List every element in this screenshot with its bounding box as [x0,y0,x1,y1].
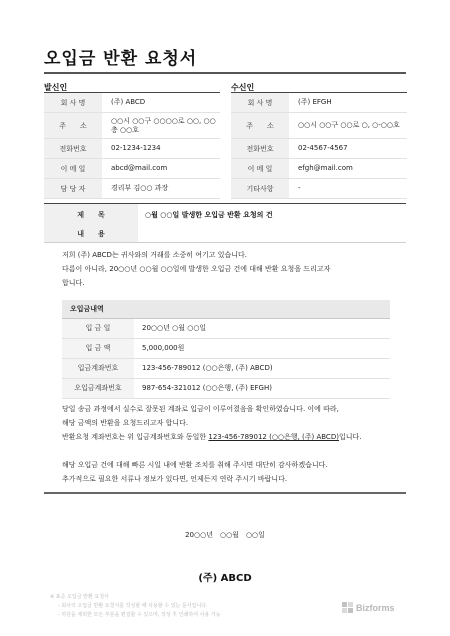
intro-line-3: 합니다. [62,279,85,287]
receiver-etc-label: 기타사항 [231,179,289,199]
deposit-date-value: 20○○년 ○월 ○○일 [134,318,390,338]
misdeposit-table [62,300,390,399]
bizforms-logo-text: Bizforms [356,602,395,613]
receiver-table [231,92,407,199]
misdeposit-header: 오입금내역 [62,300,390,318]
sender-table [44,92,220,199]
footnote-line-2: - 회사의 오입금 반환 요청서를 작성할 때 사용할 수 있는 문서입니다. [58,603,208,609]
sender-company-value: (주) ABCD [102,93,220,113]
body-paragraph [62,402,402,444]
receiver-address-label: 주 소 [231,113,289,139]
receiver-address-value: ○○시 ○○구 ○○로 ○, ○-○○호 [289,113,407,139]
receiver-email-label: 이 메 일 [231,159,289,179]
receiver-etc-value: - [289,179,407,199]
sender-company-label: 회 사 명 [44,93,102,113]
receiver-company-value: (주) EFGH [289,93,407,113]
bizforms-logo-icon [342,602,353,613]
sender-phone-label: 전화번호 [44,139,102,159]
receiver-company-label: 회 사 명 [231,93,289,113]
body-line-4: 해당 오입금 건에 대해 빠른 시일 내에 반환 조치를 취해 주시면 대단히 감사하겠습니다. [62,461,328,469]
sender-manager-label: 담 당 자 [44,179,102,199]
subject-header-cell [44,204,138,242]
deposit-amount-label: 입 금 액 [62,338,134,358]
issue-date: 20○○년 ○○월 ○○일 [185,531,265,539]
body-line-3 [62,430,402,444]
intro-line-2: 다름이 아니라, 20○○년 ○○월 ○○일에 발생한 오입금 건에 대해 반환 요청을 드리고자 [62,265,331,273]
body-line-1: 당일 송금 과정에서 실수로 잘못된 계좌로 입금이 이루어졌음을 확인하였습니다. 이에 따라, [62,405,339,413]
closing-paragraph [62,458,402,486]
deposit-account-value: 123-456-789012 (○○은행, (주) ABCD) [134,358,390,378]
deposit-date-label: 입 금 일 [62,318,134,338]
page-title: 오입금 반환 요청서 [44,49,198,69]
intro-line-1: 저희 (주) ABCD는 귀사와의 거래를 소중히 여기고 있습니다. [62,251,248,259]
intro-paragraph [62,248,402,290]
deposit-account-label: 입금계좌번호 [62,358,134,378]
refund-account: 123-456-789012 (○○은행, (주) ABCD) [208,433,339,441]
body-line-2: 해당 금액의 반환을 요청드리고자 합니다. [62,419,189,427]
subject-label: 제 목 [77,211,105,219]
mis-account-label: 오입금계좌번호 [62,378,134,398]
body-line-3-pre: 반환요청 계좌번호는 위 입금계좌번호와 동일한 [62,433,209,441]
sender-email-label: 이 메 일 [44,159,102,179]
bizforms-logo [342,602,395,613]
sender-label: 발신인 [44,83,68,92]
subject-text: ○월 ○○일 발생한 오입금 반환 요청의 건 [145,211,273,219]
sender-manager-value: 경리부 김○○ 과장 [102,179,220,199]
mis-account-value: 987-654-321012 (○○은행, (주) EFGH) [134,378,390,398]
sender-email-value: abcd@mail.com [102,159,220,179]
receiver-phone-label: 전화번호 [231,139,289,159]
footnote-line-3: - 하단을 제외한 모든 부분을 편집할 수 있으며, 작성 후 인쇄하여 사용 가능 [58,612,221,618]
footnote-line-1: ※ 표준 오입금 반환 요청서 [50,594,109,600]
receiver-email-value: efgh@mail.com [289,159,407,179]
sender-address-value: ○○시 ○○구 ○○○○로 ○○, ○○층 ○○호 [102,113,220,139]
receiver-phone-value: 02-4567-4567 [289,139,407,159]
sender-address-label: 주 소 [44,113,102,139]
body-line-5: 추가적으로 필요한 서류나 정보가 있다면, 언제든지 연락 주시기 바랍니다. [62,475,288,483]
subject-row [44,203,406,243]
body-divider [44,492,406,494]
issuer-company: (주) ABCD [198,573,252,584]
deposit-amount-value: 5,000,000원 [134,338,390,358]
receiver-label: 수신인 [231,83,255,92]
body-line-3-post: 입니다. [338,433,362,441]
sender-phone-value: 02-1234-1234 [102,139,220,159]
title-divider [44,72,406,74]
content-label: 내 용 [77,230,105,238]
